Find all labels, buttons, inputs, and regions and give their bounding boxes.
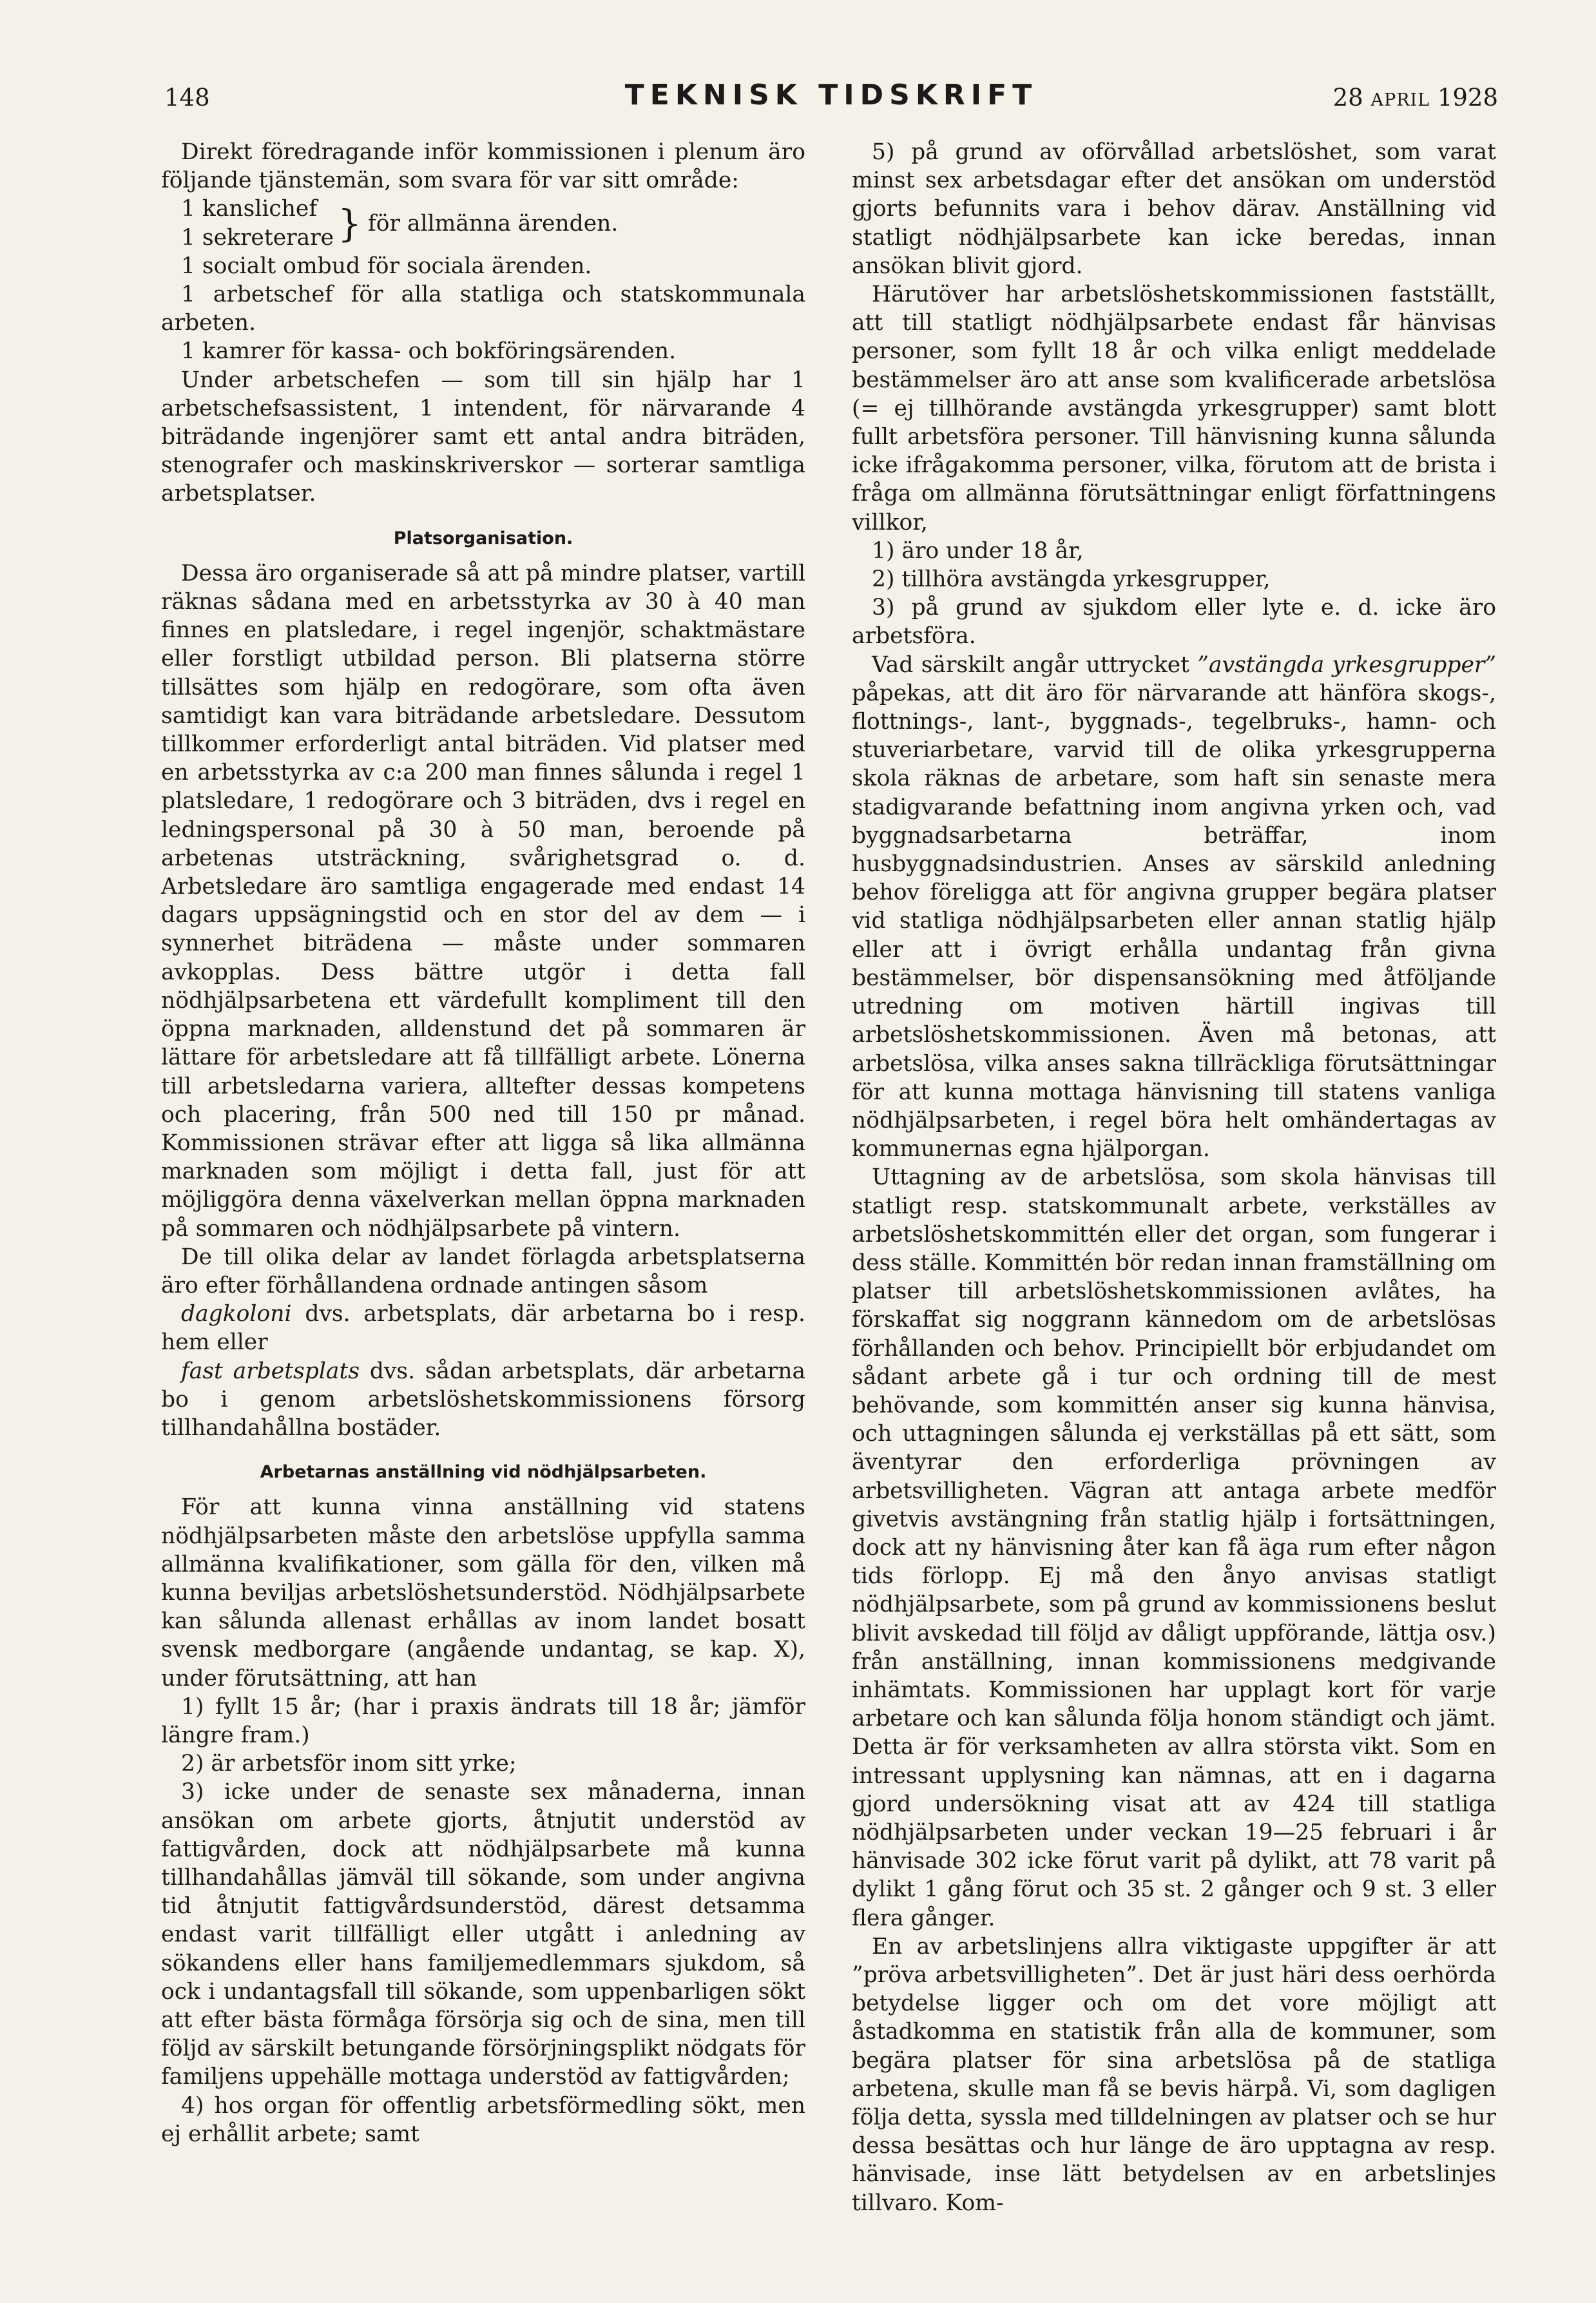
- definition-fast-arbetsplats: [161, 1357, 805, 1443]
- issue-date: [1333, 84, 1498, 111]
- exclusion-item-3: 3) på grund av sjukdom eller lyte e. d. icke äro arbetsföra.: [852, 595, 1496, 650]
- exclusion-item-1: 1) äro under 18 år,: [872, 537, 1084, 564]
- curly-brace-icon: }: [338, 201, 362, 246]
- date-year: 1928: [1437, 84, 1498, 111]
- list-item-2: 2) är arbetsför inom sitt yrke;: [181, 1751, 517, 1777]
- vad-body: påpekas, att dit äro för närvarande att hänföra skogs-, flottnings-, lant-, byggnads-, tegelbruks-, hamn- och stuveriarbetare, varvid till de olika yrkesgrupperna skola räknas de arbetare, som haft sin senaste mera stadigvarande befattning inom angivna yrken och, vad byggnadsarbetarna beträffar, inom husbyggnadsindustrien. Anses av särskild anledning behov föreligga att för angivna grupper begära platser vid statliga nödhjälpsarbeten eller annan statlig hjälp eller att i övrigt erhålla undantag från givna bestämmelser, bör dispensansökning med åtföljande utredning om motiven härtill ingivas till arbetslöshetskommissionen. Även må betonas, att arbetslösa, vilka anses sakna tillräckliga förutsättningar för att kunna mottaga hänvisning till statens vanliga nödhjälpsarbeten, i regel böra helt omhändertagas av kommunernas egna hjälporgan.: [852, 680, 1496, 1162]
- staff-line-kamrer: 1 kamrer för kassa- och bokföringsärenden.: [181, 338, 677, 365]
- list-item-4: 4) hos organ för offentlig arbetsförmedling sökt, men ej erhållit arbete; samt: [161, 2092, 805, 2147]
- section-heading-anstallning: Arbetarnas anställning vid nödhjälpsarbeten.: [260, 1462, 707, 1483]
- paragraph-for-att: För att kunna vinna anställning vid statens nödhjälpsarbeten måste den arbetslöse uppfylla samma allmänna kvalifikationer, som gälla för den, vilken må kunna beviljas arbetslöshetsunderstöd. Nödhjälpsarbete kan sålunda allenast erhållas av inom landet bosatt svensk medborgare (angående undantag, se kap. X), under förutsättning, att han: [161, 1494, 805, 1691]
- left-column: [161, 138, 805, 2148]
- paragraph-en-av: En av arbetslinjens allra viktigaste uppgifter är att ”pröva arbetsvilligheten”. Det är just häri dess oerhörda betydelse ligger och om det vore möjligt att åstadkomma en statistik från alla de kommuner, som begära platser för sina arbetslösa på de statliga arbetena, skulle man få se bevis härpå. Vi, som dagligen följa detta, syssla med tilldelningen av platser och se hur dessa besättas och hur länge de äro upptagna av resp. hänvisade, inse lätt betydelsen av en arbetslinjes tillvaro. Kom-: [852, 1933, 1497, 2216]
- term-avstangda-yrkesgrupper: ”avstängda yrkesgrupper”: [1197, 651, 1496, 678]
- brace-line-kanslichef: 1 kanslichef: [181, 196, 318, 222]
- vad-intro: Vad särskilt angår uttrycket: [872, 651, 1198, 678]
- list-item-5: 5) på grund av oförvållad arbetslöshet, som varat minst sex arbetsdagar efter det ansökan om understöd gjorts befunnits vara i behov därav. Anställning vid statligt nödhjälpsarbete kan icke beredas, innan ansökan blivit gjord.: [852, 139, 1496, 279]
- right-column: [852, 138, 1496, 2217]
- paragraph-dessa: Dessa äro organiserade så att på mindre platser, vartill räknas sådana med en arbetsstyrka av 30 à 40 man finnes en platsledare, i regel ingenjör, schaktmästare eller forstligt utbildad person. Bli platserna större tillsättes som hjälp en redogörare, som ofta även samtidigt kan vara biträdande arbetsledare. Dessutom tillkommer erforderligt antal biträden. Vid platser med en arbetsstyrka av c:a 200 man finnes sålunda i regel 1 platsledare, 1 redogörare och 3 biträden, dvs i regel en ledningspersonal på 30 à 50 man, beroende på arbetenas utsträckning, svårighetsgrad o. d. Arbetsledare äro samtliga engagerade med endast 14 dagars uppsägningstid och en stor del av dem — i synnerhet biträdena — måste under sommaren avkopplas. Dess bättre utgör i detta fall nödhjälpsarbetena ett värdefullt kompliment till den öppna marknaden, alldenstund det på sommaren är lättare för arbetsledare att få tillfälligt arbete. Lönerna till arbetsledarna variera, alltefter dessas kompetens och placering, från 500 ned till 150 pr månad. Kommissionen strävar efter att ligga så lika allmänna marknaden som möjligt i detta fall, just för att möjliggöra denna växelverkan mellan öppna marknaden på sommaren och nödhjälpsarbete på vintern.: [161, 560, 805, 1242]
- paragraph-vad: [852, 651, 1496, 1164]
- page-number: 148: [164, 84, 210, 111]
- paragraph-harutover: Härutöver har arbetslöshetskommissionen fastställt, att till statligt nödhjälpsarbete endast får hänvisas personer, som fyllt 18 år och vilka enligt meddelade bestämmelser äro att anse som kvalificerade arbetslösa (= ej tillhörande avstängda yrkesgrupper) samt blott fullt arbetsföra personer. Till hänvisning kunna sålunda icke ifrågakomma personer, vilka, förutom att de brista i fråga om allmänna förutsättningar enligt författningens villkor,: [852, 282, 1496, 535]
- page-header: [164, 76, 1498, 128]
- term-fast-arbetsplats: fast arbetsplats: [181, 1358, 360, 1384]
- staff-brace-group: [161, 195, 805, 251]
- list-item-1: 1) fyllt 15 år; (har i praxis ändrats till 18 år; jämför längre fram.): [161, 1693, 805, 1748]
- definition-dagkoloni-text: dvs. arbetsplats, där arbetarna bo i resp. hem eller: [161, 1301, 805, 1356]
- brace-line-sekreterare: 1 sekreterare: [181, 224, 334, 251]
- paragraph-uttagning: Uttagning av de arbetslösa, som skola hänvisas till statligt resp. statskommunalt arbete, verkställes av arbetslöshetskommittén eller det organ, som fungerar i dess ställe. Kommittén bör redan innan framställning om platser till arbetslöshetskommissionen avlåtes, ha förskaffat sig noggrann kännedom om de arbetslösas förhållanden och behov. Principiellt bör erbjudandet om sådant arbete gå i tur och ordning till de mest behövande, som kommittén anser sig kunna hänvisa, och uttagningen sålunda ej verkställas på ett sätt, som äventyrar den erforderliga prövningen av arbetsvilligheten. Vägran att antaga arbete medför givetvis avstängning från statlig hjälp i fortsättningen, dock att ny hänvisning åter kan få äga rum efter någon tids förlopp. Ej må den ånyo anvisas statligt nödhjälpsarbete, som på grund av kommissionens beslut blivit avskedad till följd av dåligt uppförande, lättja osv.) från anställning, innan kommissionens medgivande inhämtats. Kommissionen har upplagt kort för varje arbetare och kan sålunda följa honom ständigt och jämt. Detta är för verksamheten av allra största vikt. Som en intressant upplysning kan nämnas, att en i dagarna gjord undersökning visat att av 424 till statliga nödhjälpsarbeten under veckan 19—25 februari i år hänvisade 302 icke förut varit på dylikt, att 78 varit på dylikt 1 gång förut och 35 st. 2 gånger och 9 st. 3 eller flera gånger.: [852, 1164, 1496, 1931]
- exclusion-item-2: 2) tillhöra avstängda yrkesgrupper,: [872, 566, 1271, 593]
- brace-label: för allmänna ärenden.: [368, 210, 619, 236]
- list-item-3: 3) icke under de senaste sex månaderna, innan ansökan om arbete gjorts, åtnjutit understöd av fattigvården, dock att nödhjälpsarbete må kunna tillhandahållas jämväl till sökande, som under angivna tid åtnjutit fattigvårdsunderstöd, därest detsamma endast varit tillfälligt eller utgått i anledning av sökandens eller hans familjemedlemmars sjukdom, så ock i undantagsfall till sökande, som uppenbarligen sökt att efter bästa förmåga försörja sig och de sina, men till följd av särskilt betungande försörjningsplikt nödgats för familjens uppehälle mottaga understöd av fattigvården;: [161, 1779, 805, 2090]
- staff-line-arbetschef: 1 arbetschef för alla statliga och statskommunala arbeten.: [161, 282, 805, 336]
- paragraph-under: Under arbetschefen — som till sin hjälp har 1 arbetschefsassistent, 1 intendent, för närvarande 4 biträdande ingenjörer samt ett antal andra biträden, stenografer och maskinskriverskor — sorterar samtliga arbetsplatser.: [161, 367, 805, 507]
- staff-line-social: 1 socialt ombud för sociala ärenden.: [181, 253, 592, 279]
- journal-title: TEKNISK TIDSKRIFT: [624, 79, 1038, 111]
- date-month: APRIL: [1370, 90, 1430, 110]
- date-day: 28: [1332, 84, 1363, 111]
- definition-fast-text: dvs. sådan arbetsplats, där arbetarna bo i genom arbetslöshetskommissionens försorg tillhandahållna bostäder.: [161, 1358, 806, 1441]
- intro-paragraph: Direkt föredragande inför kommissionen i plenum äro följande tjänstemän, som svara för var sitt område:: [161, 139, 805, 194]
- definition-dagkoloni: [161, 1300, 805, 1356]
- paragraph-de-till: De till olika delar av landet förlagda arbetsplatserna äro efter förhållandena ordnade antingen såsom: [161, 1244, 805, 1298]
- section-heading-platsorganisation: Platsorganisation.: [393, 528, 573, 548]
- term-dagkoloni: dagkoloni: [181, 1301, 292, 1327]
